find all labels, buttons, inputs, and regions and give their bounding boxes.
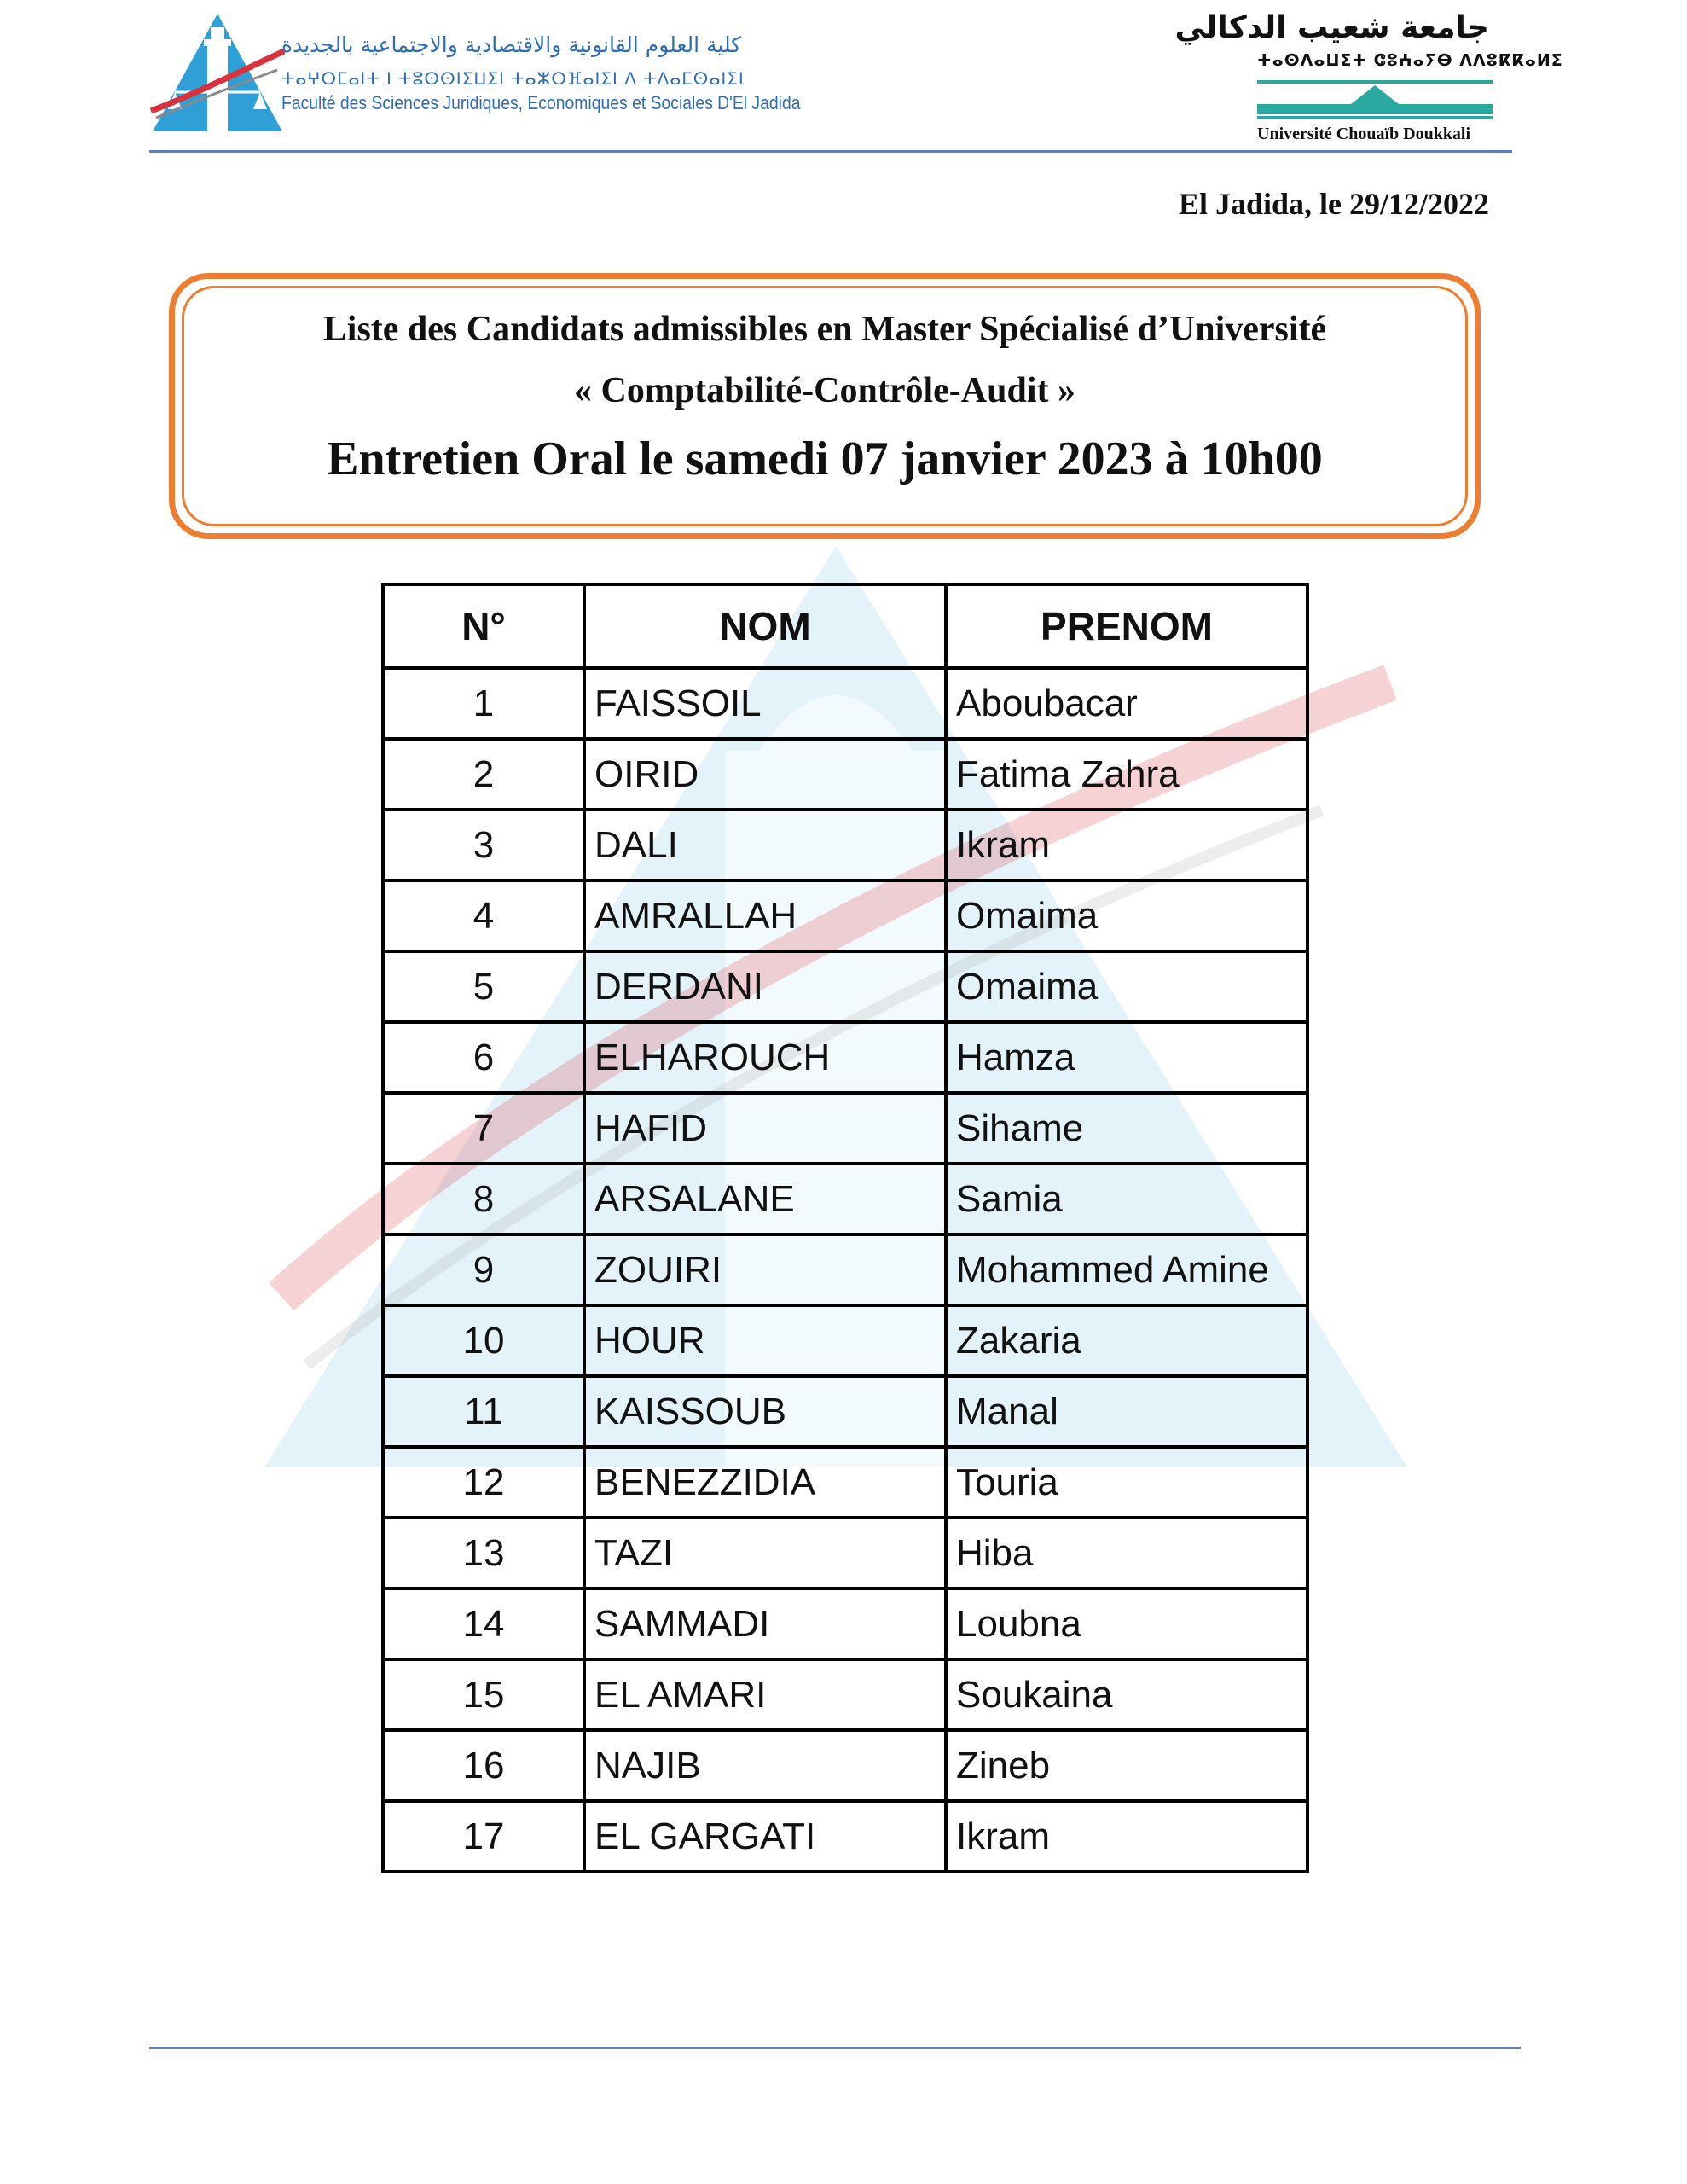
table-row bbox=[383, 1376, 1307, 1447]
cell-prenom: Ikram bbox=[946, 810, 1307, 880]
table-row bbox=[383, 739, 1307, 810]
document-date: El Jadida, le 29/12/2022 bbox=[1178, 187, 1489, 221]
cell-number: 6 bbox=[383, 1022, 584, 1093]
cell-nom: HAFID bbox=[584, 1093, 946, 1164]
cell-number: 11 bbox=[383, 1376, 584, 1447]
cell-number: 7 bbox=[383, 1093, 584, 1164]
cell-number: 2 bbox=[383, 739, 584, 810]
table-row bbox=[383, 1589, 1307, 1659]
title-line-2: « Comptabilité-Contrôle-Audit » bbox=[574, 371, 1075, 410]
table-row bbox=[383, 880, 1307, 951]
cell-nom: SAMMADI bbox=[584, 1589, 946, 1659]
cell-nom: DERDANI bbox=[584, 951, 946, 1022]
cell-prenom: Loubna bbox=[946, 1589, 1307, 1659]
cell-prenom: Sihame bbox=[946, 1093, 1307, 1164]
title-line-3: Entretien Oral le samedi 07 janvier 2023 à 10h00 bbox=[327, 433, 1323, 485]
table-row bbox=[383, 1305, 1307, 1376]
header-divider bbox=[149, 150, 1512, 153]
cell-prenom: Fatima Zahra bbox=[946, 739, 1307, 810]
cell-prenom: Hiba bbox=[946, 1518, 1307, 1589]
cell-prenom: Zineb bbox=[946, 1730, 1307, 1801]
table-row bbox=[383, 1447, 1307, 1518]
university-name-tifinagh: ⵜⴰⵙⴷⴰⵡⵉⵜ ⵛⵓⵄⴰⵢⴱ ⴷⴷⵓⴽⴽⴰⵍⵉ bbox=[1257, 51, 1563, 70]
cell-nom: BENEZZIDIA bbox=[584, 1447, 946, 1518]
cell-nom: NAJIB bbox=[584, 1730, 946, 1801]
cell-nom: KAISSOUB bbox=[584, 1376, 946, 1447]
footer-divider bbox=[149, 2047, 1521, 2049]
cell-nom: HOUR bbox=[584, 1305, 946, 1376]
cell-nom: EL GARGATI bbox=[584, 1801, 946, 1872]
cell-nom: ZOUIRI bbox=[584, 1234, 946, 1305]
faculty-logo-icon bbox=[149, 10, 286, 136]
cell-number: 17 bbox=[383, 1801, 584, 1872]
cell-prenom: Omaima bbox=[946, 951, 1307, 1022]
table-row bbox=[383, 810, 1307, 880]
cell-number: 8 bbox=[383, 1164, 584, 1234]
cell-prenom: Soukaina bbox=[946, 1659, 1307, 1730]
university-name-arabic: جامعة شعيب الدكالي bbox=[1174, 10, 1489, 45]
cell-nom: TAZI bbox=[584, 1518, 946, 1589]
table-row bbox=[383, 1164, 1307, 1234]
cell-number: 16 bbox=[383, 1730, 584, 1801]
cell-prenom: Mohammed Amine bbox=[946, 1234, 1307, 1305]
cell-number: 13 bbox=[383, 1518, 584, 1589]
cell-prenom: Omaima bbox=[946, 880, 1307, 951]
cell-nom: OIRID bbox=[584, 739, 946, 810]
cell-nom: AMRALLAH bbox=[584, 880, 946, 951]
table-body bbox=[383, 668, 1307, 1872]
table-row bbox=[383, 1801, 1307, 1872]
table-row bbox=[383, 1234, 1307, 1305]
cell-prenom: Zakaria bbox=[946, 1305, 1307, 1376]
cell-prenom: Samia bbox=[946, 1164, 1307, 1234]
cell-prenom: Hamza bbox=[946, 1022, 1307, 1093]
university-logo-icon bbox=[1257, 73, 1493, 126]
cell-prenom: Aboubacar bbox=[946, 668, 1307, 739]
cell-number: 9 bbox=[383, 1234, 584, 1305]
cell-nom: ELHAROUCH bbox=[584, 1022, 946, 1093]
table-row bbox=[383, 1730, 1307, 1801]
cell-number: 10 bbox=[383, 1305, 584, 1376]
cell-nom: FAISSOIL bbox=[584, 668, 946, 739]
cell-number: 14 bbox=[383, 1589, 584, 1659]
university-name-french: Université Chouaïb Doukkali bbox=[1257, 125, 1471, 143]
cell-number: 15 bbox=[383, 1659, 584, 1730]
table-header-row bbox=[383, 584, 1307, 668]
cell-number: 4 bbox=[383, 880, 584, 951]
column-header-nom: NOM bbox=[584, 584, 946, 668]
cell-number: 3 bbox=[383, 810, 584, 880]
cell-number: 12 bbox=[383, 1447, 584, 1518]
cell-nom: EL AMARI bbox=[584, 1659, 946, 1730]
table-row bbox=[383, 1093, 1307, 1164]
column-header-number: N° bbox=[383, 584, 584, 668]
faculty-name-french: Faculté des Sciences Juridiques, Economiques et Sociales D'El Jadida bbox=[281, 92, 801, 113]
faculty-name-arabic: كلية العلوم القانونية والاقتصادية والاجتماعية بالجديدة bbox=[281, 32, 742, 57]
column-header-prenom: PRENOM bbox=[946, 584, 1307, 668]
faculty-name-tifinagh: ⵜⴰⵖⵔⵎⴰⵏⵜ ⵏ ⵜⵓⵙⵙⵏⵉⵡⵉⵏ ⵜⴰⵣⵔⴼⴰⵏⵉⵏ ⴷ ⵜⴷⴰⵎⵙⴰⵏⵉⵏ bbox=[281, 68, 745, 89]
title-line-1: Liste des Candidats admissibles en Master Spécialisé d’Université bbox=[322, 310, 1327, 349]
cell-prenom: Manal bbox=[946, 1376, 1307, 1447]
table-row bbox=[383, 1659, 1307, 1730]
candidates-table bbox=[381, 583, 1309, 1873]
cell-nom: ARSALANE bbox=[584, 1164, 946, 1234]
cell-number: 1 bbox=[383, 668, 584, 739]
cell-prenom: Ikram bbox=[946, 1801, 1307, 1872]
table-row bbox=[383, 1022, 1307, 1093]
table-row bbox=[383, 951, 1307, 1022]
cell-prenom: Touria bbox=[946, 1447, 1307, 1518]
table-row bbox=[383, 668, 1307, 739]
cell-nom: DALI bbox=[584, 810, 946, 880]
table-row bbox=[383, 1518, 1307, 1589]
cell-number: 5 bbox=[383, 951, 584, 1022]
